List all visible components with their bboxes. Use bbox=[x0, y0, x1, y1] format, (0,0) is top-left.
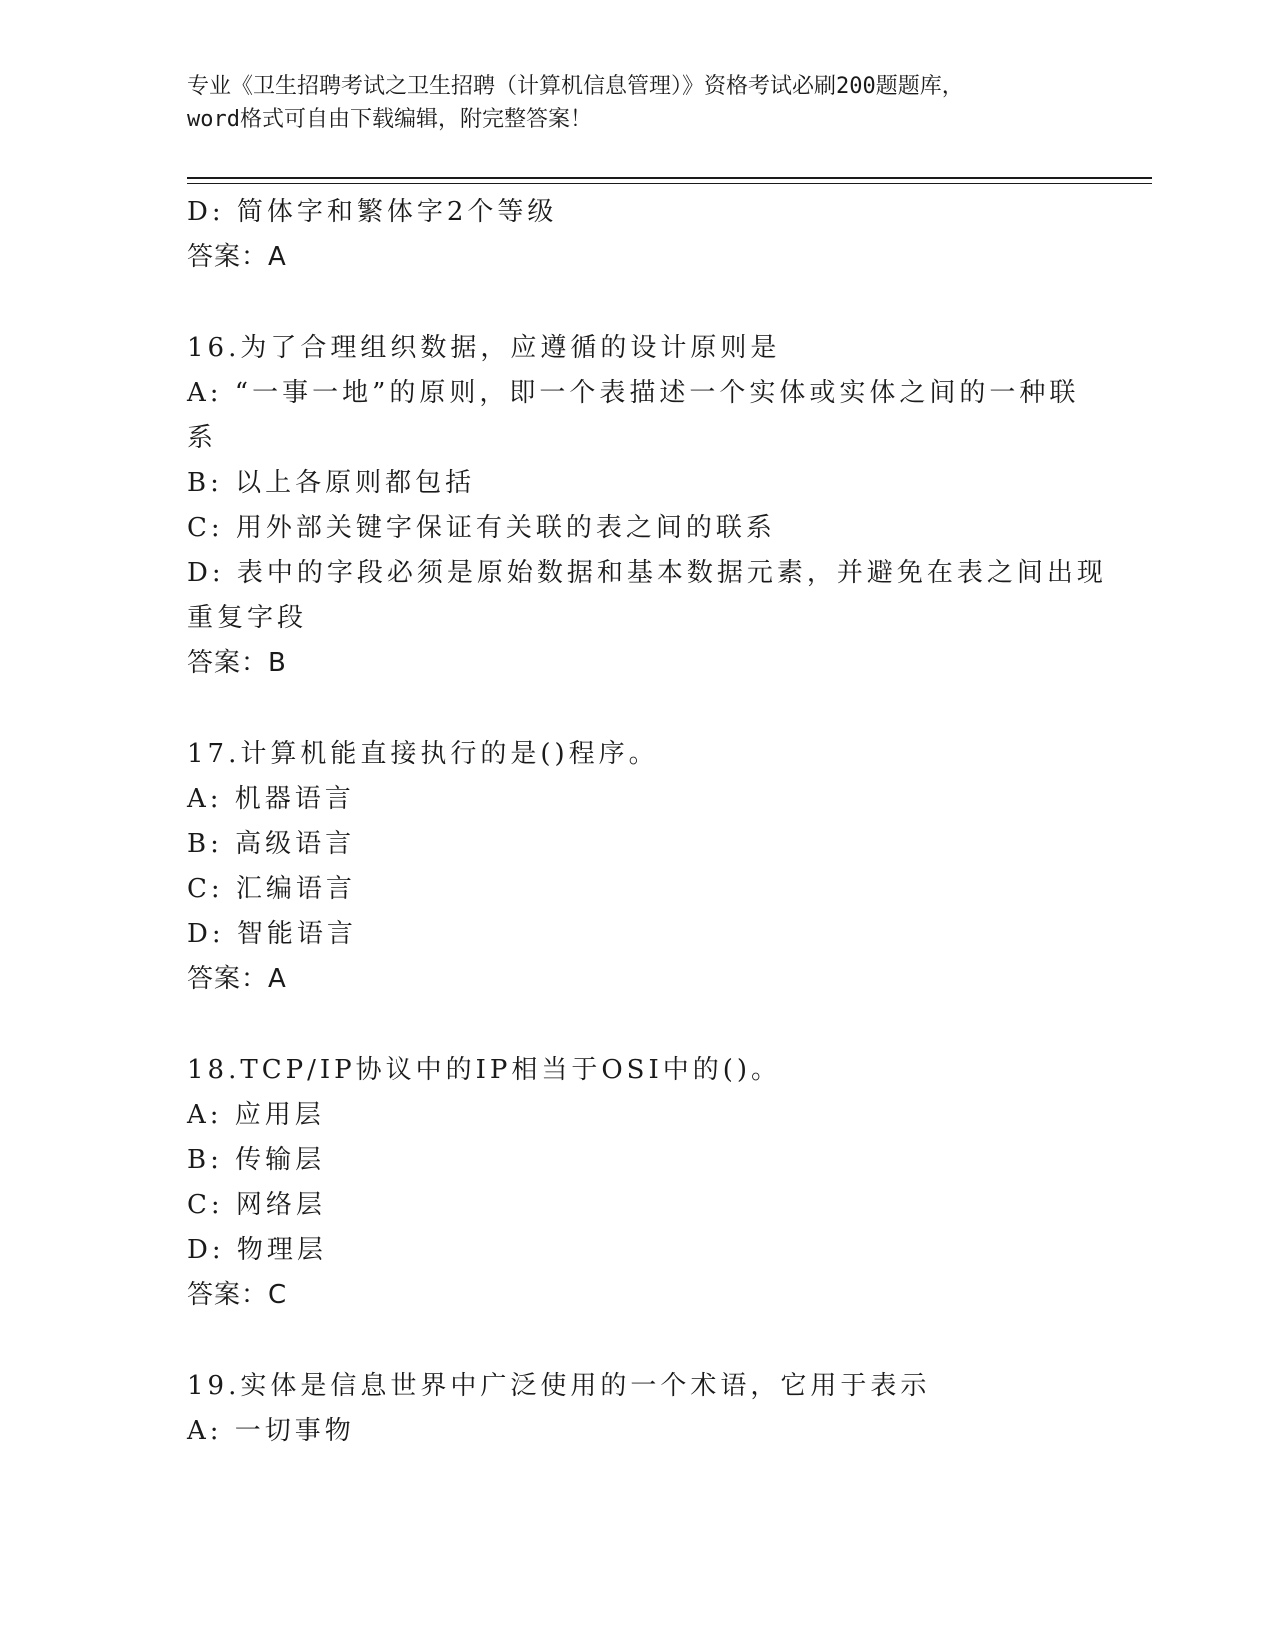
question-16 bbox=[187, 326, 1107, 686]
header-line-1: 专业《卫生招聘考试之卫生招聘（计算机信息管理）》资格考试必刷200题题库， bbox=[187, 74, 964, 99]
option-a-line-2: 系 bbox=[187, 423, 218, 453]
option-a: A: 机器语言 bbox=[187, 784, 355, 814]
option-d: D: 物理层 bbox=[187, 1235, 327, 1265]
question-text: 16.为了合理组织数据，应遵循的设计原则是 bbox=[187, 333, 781, 363]
option-c: C: 汇编语言 bbox=[187, 874, 356, 904]
header-rule-thick bbox=[187, 177, 1152, 179]
option-c: C: 网络层 bbox=[187, 1190, 326, 1220]
option-a-line-1: A: “一事一地”的原则，即一个表描述一个实体或实体之间的一种联 bbox=[187, 378, 1080, 408]
option-c: C: 用外部关键字保证有关联的表之间的联系 bbox=[187, 513, 776, 543]
answer-line: 答案：C bbox=[187, 1280, 288, 1310]
question-text: 18.TCP/IP协议中的IP相当于OSI中的()。 bbox=[187, 1055, 782, 1085]
option-b: B: 以上各原则都包括 bbox=[187, 468, 476, 498]
question-19 bbox=[187, 1364, 1077, 1454]
answer-line: 答案：A bbox=[187, 242, 287, 272]
option-d: D: 智能语言 bbox=[187, 919, 357, 949]
question-text: 19.实体是信息世界中广泛使用的一个术语，它用于表示 bbox=[187, 1371, 931, 1401]
option-a: A: 应用层 bbox=[187, 1100, 325, 1130]
question-text: 17.计算机能直接执行的是()程序。 bbox=[187, 739, 659, 769]
question-content bbox=[187, 190, 1107, 1454]
option-d: D: 简体字和繁体字2个等级 bbox=[187, 197, 558, 227]
header-rule-thin bbox=[187, 183, 1152, 184]
option-b: B: 高级语言 bbox=[187, 829, 356, 859]
answer-line: 答案：B bbox=[187, 648, 287, 678]
option-a: A: 一切事物 bbox=[187, 1416, 355, 1446]
header-line-2: word格式可自由下载编辑，附完整答案！ bbox=[187, 107, 592, 132]
option-d-line-2: 重复字段 bbox=[187, 603, 308, 633]
question-17 bbox=[187, 732, 1077, 1002]
option-b: B: 传输层 bbox=[187, 1145, 326, 1175]
option-d-line-1: D: 表中的字段必须是原始数据和基本数据元素，并避免在表之间出现 bbox=[187, 558, 1107, 588]
question-18 bbox=[187, 1048, 1077, 1318]
document-header bbox=[187, 70, 1087, 136]
answer-line: 答案：A bbox=[187, 964, 287, 994]
question-15-tail bbox=[187, 190, 1077, 280]
